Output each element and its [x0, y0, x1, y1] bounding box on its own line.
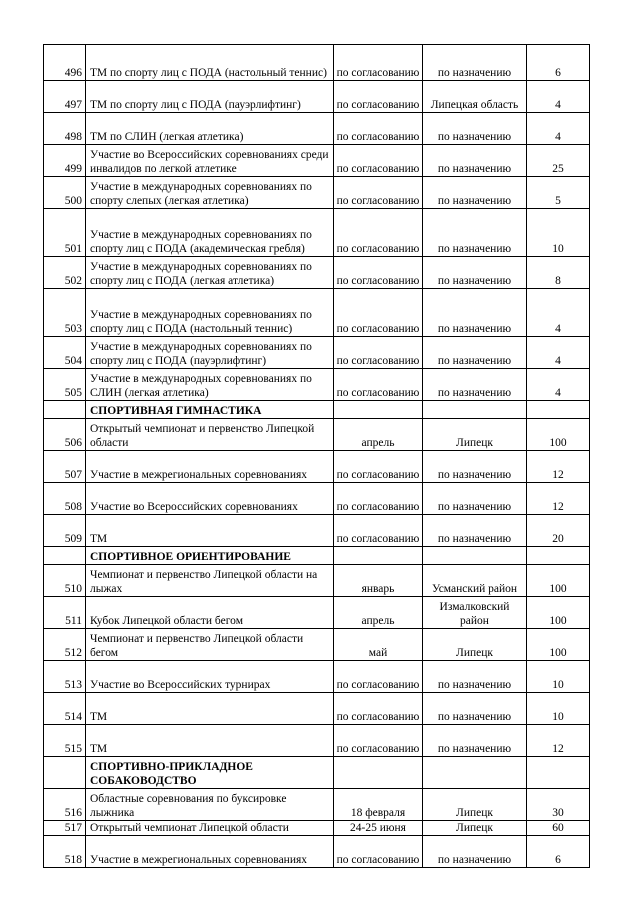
place-cell: Измалковский район — [423, 597, 527, 629]
date-cell: по согласованию — [334, 209, 423, 257]
table-row — [44, 629, 590, 661]
row-number-cell: 508 — [44, 483, 86, 515]
date-cell: по согласованию — [334, 515, 423, 547]
table-row — [44, 661, 590, 693]
place-cell: по назначению — [423, 836, 527, 868]
place-cell: по назначению — [423, 45, 527, 81]
date-cell: по согласованию — [334, 113, 423, 145]
row-number-cell: 496 — [44, 45, 86, 81]
row-number-cell: 503 — [44, 289, 86, 337]
place-cell: по назначению — [423, 289, 527, 337]
date-cell: апрель — [334, 597, 423, 629]
row-number-cell: 511 — [44, 597, 86, 629]
row-number-cell: 506 — [44, 419, 86, 451]
row-number-cell: 516 — [44, 789, 86, 821]
date-cell: по согласованию — [334, 257, 423, 289]
event-name-cell: Участие во Всероссийских соревнованиях — [86, 483, 334, 515]
place-cell — [423, 401, 527, 419]
row-number-cell: 500 — [44, 177, 86, 209]
row-number-cell: 514 — [44, 693, 86, 725]
count-cell — [527, 757, 590, 789]
table-row — [44, 369, 590, 401]
date-cell: по согласованию — [334, 289, 423, 337]
event-name-cell: Открытый чемпионат и первенство Липецкой области — [86, 419, 334, 451]
place-cell: Липецк — [423, 419, 527, 451]
date-cell: январь — [334, 565, 423, 597]
date-cell: по согласованию — [334, 337, 423, 369]
table-row — [44, 145, 590, 177]
count-cell: 12 — [527, 451, 590, 483]
date-cell — [334, 547, 423, 565]
event-name-cell: Участие в межрегиональных соревнованиях — [86, 451, 334, 483]
row-number-cell: 498 — [44, 113, 86, 145]
row-number-cell: 502 — [44, 257, 86, 289]
event-name-cell: ТМ — [86, 725, 334, 757]
date-cell: по согласованию — [334, 45, 423, 81]
count-cell: 100 — [527, 419, 590, 451]
place-cell: по назначению — [423, 369, 527, 401]
place-cell: по назначению — [423, 693, 527, 725]
place-cell: по назначению — [423, 515, 527, 547]
row-number-cell — [44, 757, 86, 789]
table-row — [44, 597, 590, 629]
count-cell: 4 — [527, 81, 590, 113]
date-cell: по согласованию — [334, 369, 423, 401]
count-cell: 6 — [527, 45, 590, 81]
date-cell — [334, 757, 423, 789]
row-number-cell: 499 — [44, 145, 86, 177]
place-cell: по назначению — [423, 661, 527, 693]
table-row — [44, 821, 590, 836]
date-cell: по согласованию — [334, 725, 423, 757]
count-cell: 6 — [527, 836, 590, 868]
event-name-cell: Открытый чемпионат Липецкой области — [86, 821, 334, 836]
row-number-cell: 497 — [44, 81, 86, 113]
event-name-cell: Участие во Всероссийских турнирах — [86, 661, 334, 693]
date-cell: по согласованию — [334, 836, 423, 868]
table-row — [44, 81, 590, 113]
count-cell: 4 — [527, 369, 590, 401]
event-name-cell: Участие в международных соревнованиях по СЛИН (легкая атлетика) — [86, 369, 334, 401]
count-cell: 4 — [527, 289, 590, 337]
date-cell: по согласованию — [334, 483, 423, 515]
event-name-cell: Участие в межрегиональных соревнованиях — [86, 836, 334, 868]
place-cell — [423, 757, 527, 789]
place-cell: по назначению — [423, 257, 527, 289]
date-cell: по согласованию — [334, 661, 423, 693]
count-cell: 10 — [527, 693, 590, 725]
table-row — [44, 113, 590, 145]
count-cell: 100 — [527, 565, 590, 597]
row-number-cell: 517 — [44, 821, 86, 836]
place-cell: по назначению — [423, 725, 527, 757]
date-cell: по согласованию — [334, 81, 423, 113]
date-cell — [334, 401, 423, 419]
date-cell: 24-25 июня — [334, 821, 423, 836]
table-row — [44, 209, 590, 257]
table-row — [44, 289, 590, 337]
place-cell: по назначению — [423, 451, 527, 483]
table-row — [44, 693, 590, 725]
place-cell — [423, 547, 527, 565]
row-number-cell: 501 — [44, 209, 86, 257]
count-cell: 100 — [527, 629, 590, 661]
count-cell: 12 — [527, 483, 590, 515]
event-name-cell: ТМ по СЛИН (легкая атлетика) — [86, 113, 334, 145]
table-row — [44, 483, 590, 515]
date-cell: по согласованию — [334, 451, 423, 483]
row-number-cell: 507 — [44, 451, 86, 483]
event-name-cell: ТМ — [86, 693, 334, 725]
row-number-cell — [44, 547, 86, 565]
place-cell: Усманский район — [423, 565, 527, 597]
row-number-cell: 510 — [44, 565, 86, 597]
table-row — [44, 451, 590, 483]
section-title: СПОРТИВНО-ПРИКЛАДНОЕ СОБАКОВОДСТВО — [86, 757, 334, 789]
count-cell: 8 — [527, 257, 590, 289]
date-cell: по согласованию — [334, 177, 423, 209]
count-cell: 4 — [527, 113, 590, 145]
events-table — [43, 44, 590, 868]
place-cell: Липецк — [423, 629, 527, 661]
row-number-cell: 505 — [44, 369, 86, 401]
place-cell: по назначению — [423, 177, 527, 209]
event-name-cell: Кубок Липецкой области бегом — [86, 597, 334, 629]
table-row — [44, 257, 590, 289]
events-table-body — [44, 45, 590, 868]
row-number-cell: 518 — [44, 836, 86, 868]
section-title: СПОРТИВНАЯ ГИМНАСТИКА — [86, 401, 334, 419]
count-cell: 100 — [527, 597, 590, 629]
event-name-cell: Чемпионат и первенство Липецкой области на лыжах — [86, 565, 334, 597]
event-name-cell: Участие в международных соревнованиях по спорту лиц с ПОДА (пауэрлифтинг) — [86, 337, 334, 369]
count-cell: 5 — [527, 177, 590, 209]
event-name-cell: Участие в международных соревнованиях по спорту лиц с ПОДА (настольный теннис) — [86, 289, 334, 337]
count-cell: 20 — [527, 515, 590, 547]
table-row — [44, 789, 590, 821]
place-cell: по назначению — [423, 337, 527, 369]
section-header-row — [44, 547, 590, 565]
date-cell: по согласованию — [334, 145, 423, 177]
place-cell: по назначению — [423, 145, 527, 177]
count-cell: 10 — [527, 209, 590, 257]
section-title: СПОРТИВНОЕ ОРИЕНТИРОВАНИЕ — [86, 547, 334, 565]
table-row — [44, 565, 590, 597]
row-number-cell: 512 — [44, 629, 86, 661]
row-number-cell — [44, 401, 86, 419]
date-cell: по согласованию — [334, 693, 423, 725]
table-row — [44, 515, 590, 547]
event-name-cell: Участие в международных соревнованиях по спорту лиц с ПОДА (академическая гребля) — [86, 209, 334, 257]
place-cell: Липецк — [423, 821, 527, 836]
section-header-row — [44, 757, 590, 789]
section-header-row — [44, 401, 590, 419]
count-cell: 12 — [527, 725, 590, 757]
table-row — [44, 45, 590, 81]
date-cell: май — [334, 629, 423, 661]
table-row — [44, 419, 590, 451]
row-number-cell: 504 — [44, 337, 86, 369]
table-row — [44, 177, 590, 209]
count-cell: 60 — [527, 821, 590, 836]
event-name-cell: Участие в международных соревнованиях по спорту лиц с ПОДА (легкая атлетика) — [86, 257, 334, 289]
place-cell: по назначению — [423, 113, 527, 145]
place-cell: Липецк — [423, 789, 527, 821]
count-cell — [527, 401, 590, 419]
event-name-cell: ТМ — [86, 515, 334, 547]
row-number-cell: 513 — [44, 661, 86, 693]
row-number-cell: 509 — [44, 515, 86, 547]
event-name-cell: Чемпионат и первенство Липецкой области бегом — [86, 629, 334, 661]
event-name-cell: ТМ по спорту лиц с ПОДА (настольный теннис) — [86, 45, 334, 81]
event-name-cell: Участие в международных соревнованиях по спорту слепых (легкая атлетика) — [86, 177, 334, 209]
table-row — [44, 725, 590, 757]
table-row — [44, 337, 590, 369]
count-cell: 4 — [527, 337, 590, 369]
table-row — [44, 836, 590, 868]
event-name-cell: Областные соревнования по буксировке лыжника — [86, 789, 334, 821]
place-cell: по назначению — [423, 483, 527, 515]
count-cell: 30 — [527, 789, 590, 821]
count-cell — [527, 547, 590, 565]
place-cell: по назначению — [423, 209, 527, 257]
date-cell: апрель — [334, 419, 423, 451]
count-cell: 25 — [527, 145, 590, 177]
event-name-cell: ТМ по спорту лиц с ПОДА (пауэрлифтинг) — [86, 81, 334, 113]
date-cell: 18 февраля — [334, 789, 423, 821]
row-number-cell: 515 — [44, 725, 86, 757]
count-cell: 10 — [527, 661, 590, 693]
place-cell: Липецкая область — [423, 81, 527, 113]
event-name-cell: Участие во Всероссийских соревнованиях среди инвалидов по легкой атлетике — [86, 145, 334, 177]
